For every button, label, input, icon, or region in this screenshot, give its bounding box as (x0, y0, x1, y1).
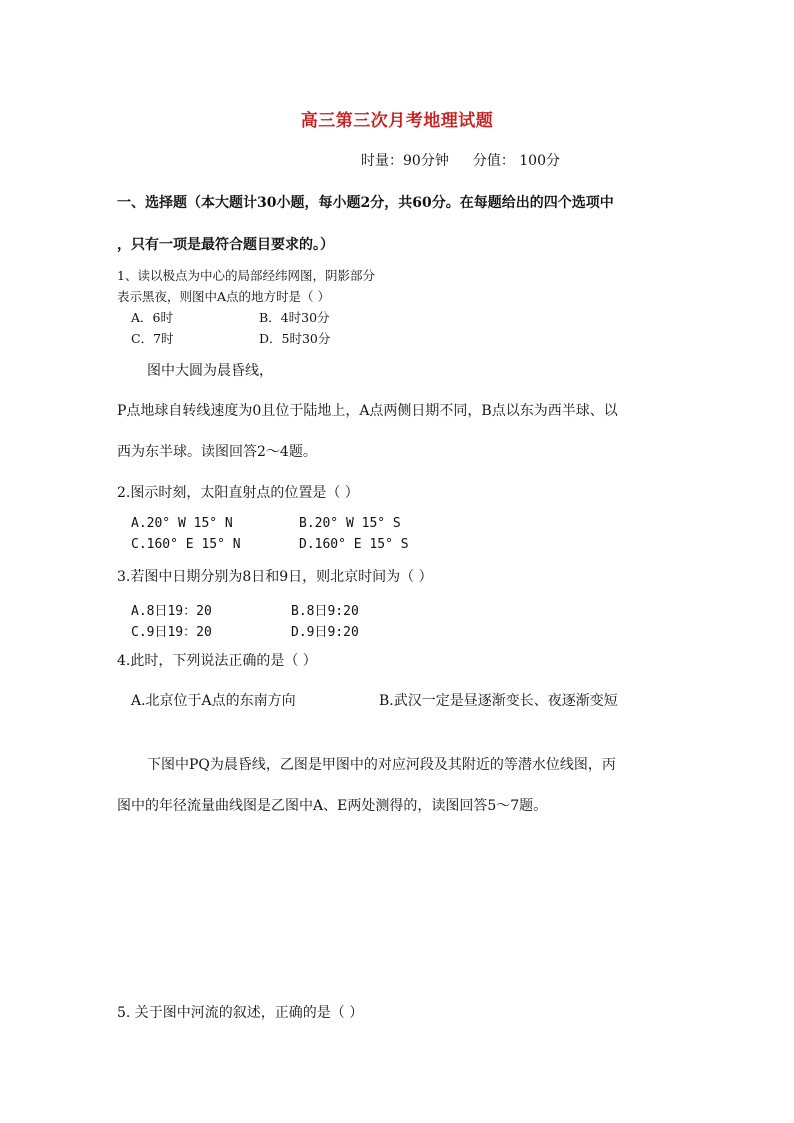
q2-option-b: B.20° W 15° S (299, 516, 401, 531)
intro1-line2: P点地球自转线速度为0且位于陆地上，A点两侧日期不同，B点以东为西半球、以 (117, 403, 618, 419)
intro1-line3: 西为东半球。读图回答2～4题。 (117, 444, 317, 460)
q3-option-a: A.8日19：20 (131, 604, 212, 619)
q1-stem-line1: 1、读以极点为中心的局部经纬网图，阴影部分 (117, 268, 375, 283)
intro2-line1: 下图中PQ为晨昏线，乙图是甲图中的对应河段及其附近的等潜水位线图，丙 (147, 757, 616, 773)
q4-stem: 4.此时，下列说法正确的是（ ） (117, 653, 317, 669)
q2-stem: 2.图示时刻，太阳直射点的位置是（ ） (117, 485, 359, 501)
section-heading-line1: 一、选择题（本大题计30小题，每小题2分，共60分。在每题给出的四个选项中 (117, 195, 614, 211)
q1-option-b: B．4时30分 (259, 310, 330, 325)
q1-option-d: D．5时30分 (259, 331, 331, 346)
q3-option-c: C.9日19：20 (131, 625, 212, 640)
q2-option-d: D.160° E 15° S (299, 537, 409, 552)
q1-option-a: A．6时 (131, 310, 173, 325)
section-heading-line2: ，只有一项是最符合题目要求的。） (117, 237, 334, 253)
q1-stem-line2: 表示黑夜，则图中A点的地方时是（ ） (117, 289, 331, 304)
q4-option-a: A.北京位于A点的东南方向 (131, 693, 296, 709)
q3-option-b: B.8日9:20 (291, 604, 359, 619)
exam-score: 分值： 100分 (472, 153, 560, 169)
q3-stem: 3.若图中日期分别为8日和9日，则北京时间为（ ） (117, 569, 433, 585)
exam-time: 时量：90分钟 (361, 153, 449, 169)
page-title: 高三第三次月考地理试题 (300, 111, 494, 131)
q5-stem: 5. 关于图中河流的叙述，正确的是（ ） (117, 1005, 364, 1021)
intro1-line1: 图中大圆为晨昏线， (147, 363, 273, 379)
q2-option-c: C.160° E 15° N (131, 537, 241, 552)
intro2-line2: 图中的年径流量曲线图是乙图中A、E两处测得的，读图回答5～7题。 (117, 798, 548, 814)
exam-meta (361, 150, 560, 170)
q2-option-a: A.20° W 15° N (131, 516, 233, 531)
q3-option-d: D.9日9:20 (291, 625, 359, 640)
q1-option-c: C．7时 (131, 331, 174, 346)
q4-option-b: B.武汉一定是昼逐渐变长、夜逐渐变短 (379, 693, 618, 709)
